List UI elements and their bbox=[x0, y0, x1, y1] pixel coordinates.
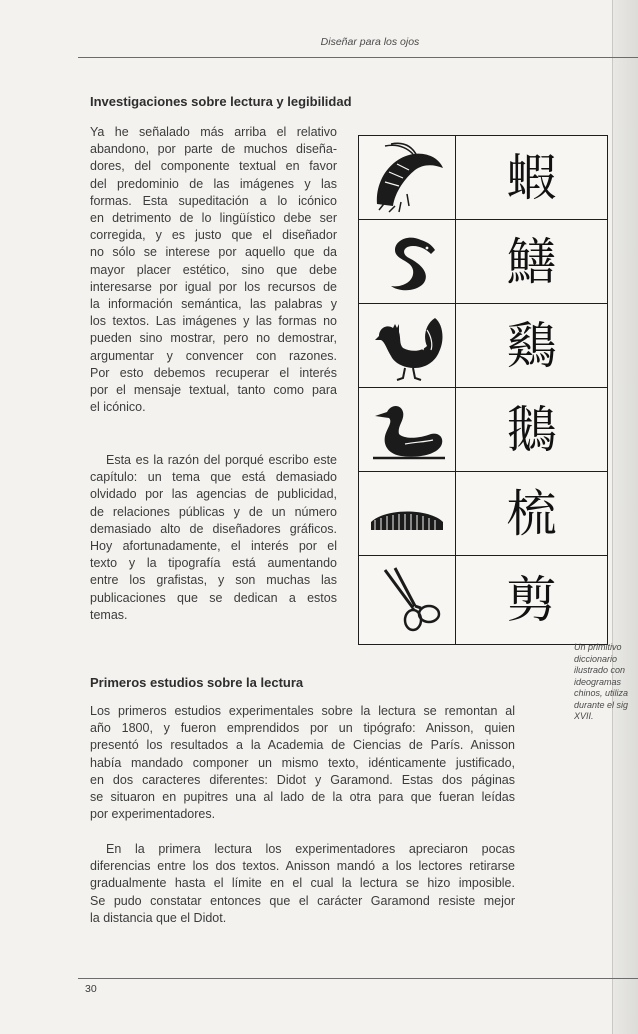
text-line: pueden sino mostrar, pero no demostrar, bbox=[90, 331, 337, 346]
text-line: en detrimento de lo lingüístico debe ser bbox=[90, 211, 337, 226]
text-line: de relaciones públicas y de un número bbox=[90, 504, 337, 519]
chinese-character-eel: 鱔 bbox=[506, 233, 557, 291]
chinese-character-chicken: 鷄 bbox=[506, 317, 557, 375]
caption-line: Un primitivo bbox=[574, 642, 622, 652]
section-title-investigaciones: Investigaciones sobre lectura y legibilidad bbox=[90, 94, 352, 109]
text-line: había mandado componer un mismo texto, idénticamente justificado, bbox=[90, 755, 515, 770]
figure-caption bbox=[574, 642, 638, 723]
caption-line: chinos, utiliza bbox=[574, 688, 629, 698]
header-rule bbox=[78, 57, 638, 58]
text-line: olvidado por las agencias de publicidad, bbox=[90, 487, 337, 502]
text-line: temas. bbox=[90, 607, 128, 622]
text-line: argumentar y convencer con razones. bbox=[90, 348, 337, 363]
caption-line: diccionario bbox=[574, 653, 618, 664]
chinese-character-shrimp: 蝦 bbox=[506, 149, 557, 207]
text-line: por el mensaje textual, tanto como para bbox=[90, 383, 337, 398]
figure-row-comb bbox=[359, 472, 607, 556]
text-line: publicaciones que se dedican a estos bbox=[90, 590, 337, 605]
text-line: Los primeros estudios experimentales sobre la lectura se remontan al bbox=[90, 704, 515, 718]
paragraph-3 bbox=[90, 703, 515, 823]
section-title-primeros-estudios: Primeros estudios sobre la lectura bbox=[90, 675, 304, 690]
text-line: entre los grafistas, y son muchas las bbox=[90, 573, 337, 588]
text-line: demasiado alto de diseñadores gráficos. bbox=[90, 521, 337, 536]
adjacent-page-edge bbox=[612, 0, 638, 1034]
text-line: corregida, y es justo que el diseñador bbox=[90, 228, 337, 243]
text-line: se situaron en pupitres una al lado de la otra para que fueran leídas bbox=[90, 790, 515, 805]
text-line: diferencias entre los dos textos. Anisson mandó a los lectores retirarse bbox=[90, 859, 515, 874]
paragraph-2 bbox=[90, 452, 337, 624]
duck-drawing-icon bbox=[365, 394, 449, 466]
text-line: del predominio de las imágenes y las bbox=[90, 176, 337, 191]
text-line: por experimentadores. bbox=[90, 807, 216, 822]
paragraph-1 bbox=[90, 124, 337, 416]
scissors-drawing-icon bbox=[365, 562, 449, 634]
figure-row-scissors bbox=[359, 556, 607, 644]
text-line: gradualmente hasta el límite en el cual la lectura se hizo imposible. bbox=[90, 876, 515, 891]
caption-line: ideogramas bbox=[574, 676, 622, 687]
text-line: En la primera lectura los experimentadores apreciaron pocas bbox=[106, 842, 515, 856]
text-line: Hoy afortunadamente, el interés por el bbox=[90, 539, 337, 554]
footer-rule bbox=[78, 978, 638, 979]
figure-row-shrimp bbox=[359, 136, 607, 220]
text-line: año 1800, y fueron emprendidos por un tipógrafo: Anisson, quien bbox=[90, 721, 515, 736]
running-header: Diseñar para los ojos bbox=[320, 36, 420, 48]
ideogram-dictionary-figure bbox=[358, 135, 608, 645]
paragraph-4 bbox=[90, 841, 515, 927]
text-line: el icónico. bbox=[90, 400, 146, 415]
text-line: mayor placer estético, sino que debe bbox=[90, 262, 337, 277]
text-line: en dos caracteres diferentes: Didot y Garamond. Estas dos páginas bbox=[90, 772, 515, 787]
rooster-drawing-icon bbox=[365, 310, 449, 382]
text-line: no sólo se interese por aquello que da bbox=[90, 245, 337, 260]
figure-row-duck bbox=[359, 388, 607, 472]
text-line: la distancia que el Didot. bbox=[90, 910, 227, 925]
chinese-character-goose: 鵝 bbox=[506, 401, 557, 459]
text-line: dores, del componente textual en favor bbox=[90, 159, 337, 174]
caption-line: ilustrado con bbox=[574, 665, 626, 675]
eel-drawing-icon bbox=[365, 226, 449, 298]
comb-drawing-icon bbox=[365, 478, 449, 550]
chinese-character-comb: 梳 bbox=[506, 485, 557, 543]
text-line: Por esto debemos recuperar el interés bbox=[90, 365, 337, 380]
text-line: texto y la tipografía está aumentando bbox=[90, 556, 337, 571]
caption-line: durante el sig bbox=[574, 699, 629, 710]
text-line: los textos. Las imágenes y las formas no bbox=[90, 314, 337, 329]
shrimp-drawing-icon bbox=[365, 142, 449, 214]
page-number: 30 bbox=[85, 983, 97, 995]
text-line: presentó los resultados a la Academia de Ciencias de París. Anisson bbox=[90, 738, 515, 753]
text-line: interesarse por igual por los recursos de bbox=[90, 279, 337, 294]
chinese-character-scissors: 剪 bbox=[506, 571, 557, 629]
text-line: capítulo: un tema que está demasiado bbox=[90, 470, 337, 485]
text-line: Ya he señalado más arriba el relativo bbox=[90, 125, 337, 139]
figure-row-rooster bbox=[359, 304, 607, 388]
text-line: la información semántica, las palabras y bbox=[90, 297, 337, 312]
text-line: Se pudo constatar entonces que el carácter Garamond resiste mejor bbox=[90, 893, 515, 908]
caption-line: XVII. bbox=[574, 711, 594, 721]
figure-row-eel bbox=[359, 220, 607, 304]
text-line: abandono, por parte de muchos diseña- bbox=[90, 142, 337, 157]
text-line: Esta es la razón del porqué escribo este bbox=[106, 453, 337, 467]
text-line: formas. Esta supeditación a lo icónico bbox=[90, 193, 337, 208]
